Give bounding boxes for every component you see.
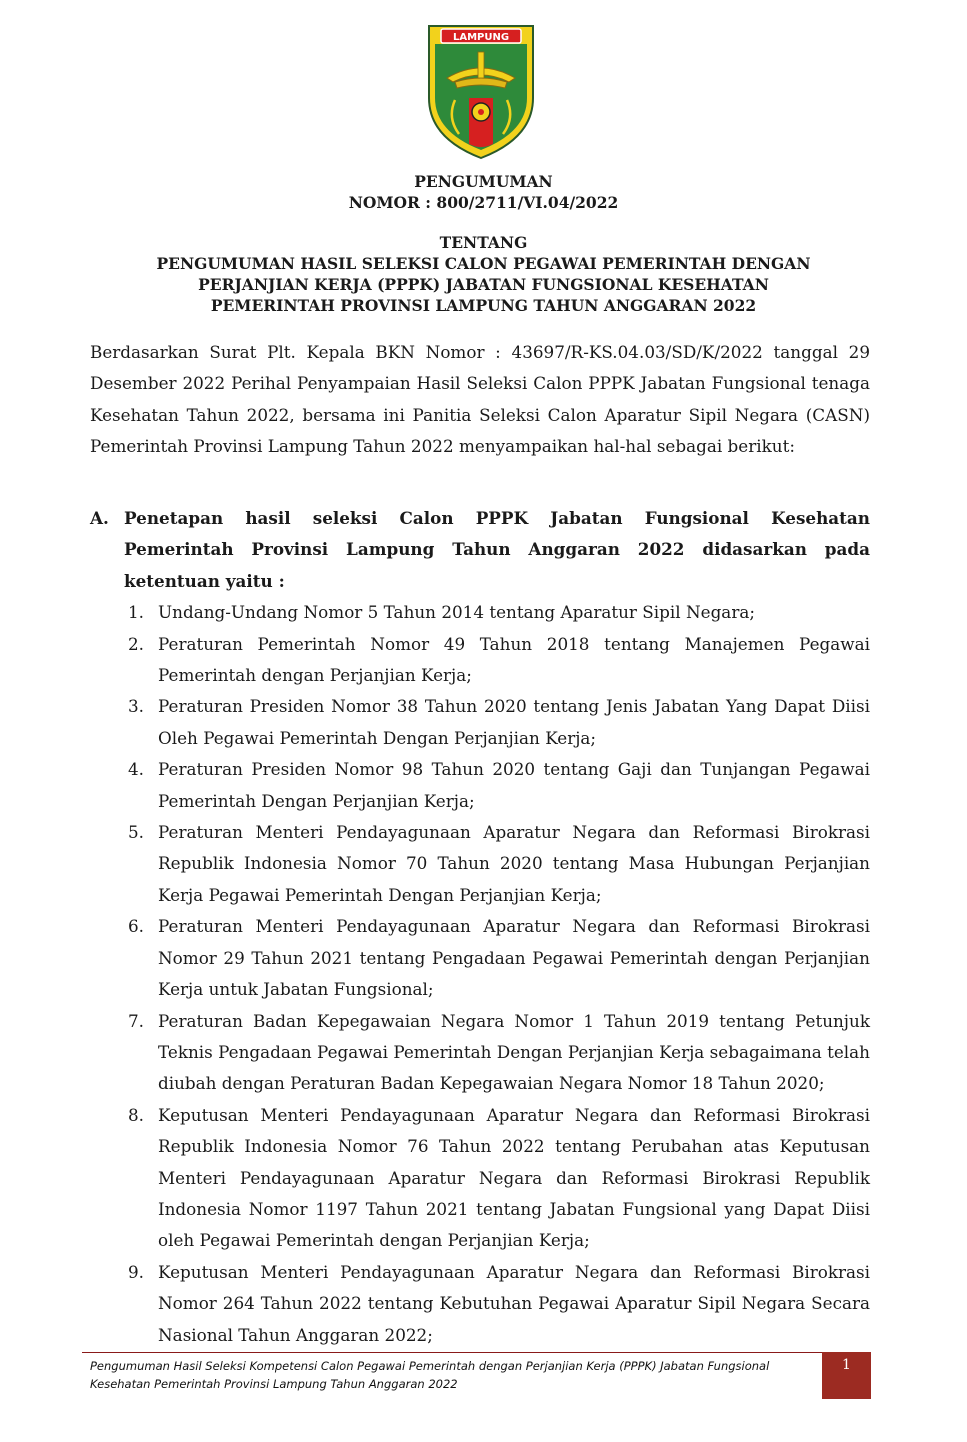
- item-number: 5.: [128, 822, 145, 843]
- announcement-header: [0, 171, 967, 213]
- footer-line-1: Pengumuman Hasil Seleksi Kompetensi Calon Pegawai Pemerintah dengan Perjanjian Kerja (PPPK) Jabatan Fungsional: [90, 1359, 770, 1373]
- list-item: [90, 754, 870, 817]
- item-text: Keputusan Menteri Pendayagunaan Aparatur Negara dan Reformasi Birokrasi Nomor 264 Tahun 2022 tentang Kebutuhan Pegawai Aparatur Sipil Negara Secara Nasional Tahun Anggaran 2022;: [158, 1261, 870, 1345]
- list-item: [90, 1100, 870, 1257]
- about-label: TENTANG: [439, 233, 528, 252]
- list-item: [90, 817, 870, 911]
- list-item: [90, 597, 870, 628]
- item-number: 9.: [128, 1261, 145, 1282]
- item-text: Peraturan Badan Kepegawaian Negara Nomor 1 Tahun 2019 tentang Petunjuk Teknis Pengadaan Pegawai Pemerintah Dengan Perjanjian Kerja sebagaimana telah diubah dengan Peraturan Badan Kepegawaian Negara Nomor 18 Tahun 2020;: [158, 1010, 870, 1094]
- list-item: [90, 911, 870, 1005]
- item-text: Undang-Undang Nomor 5 Tahun 2014 tentang Aparatur Sipil Negara;: [158, 602, 755, 623]
- item-number: 2.: [128, 633, 145, 654]
- intro-paragraph: Berdasarkan Surat Plt. Kepala BKN Nomor : 43697/R-KS.04.03/SD/K/2022 tanggal 29 Desember 2022 Perihal Penyampaian Hasil Seleksi Calon PPPK Jabatan Fungsional tenaga Kesehatan Tahun 2022, bersama ini Panitia Seleksi Calon Aparatur Sipil Negara (CASN) Pemerintah Provinsi Lampung Tahun 2022 menyampaikan hal-hal sebagai berikut:: [90, 342, 870, 457]
- item-number: 6.: [128, 916, 145, 937]
- footer-line-2: Kesehatan Pemerintah Provinsi Lampung Tahun Anggaran 2022: [90, 1377, 458, 1391]
- page-footer: [90, 1357, 810, 1393]
- item-text: Keputusan Menteri Pendayagunaan Aparatur Negara dan Reformasi Birokrasi Republik Indonesia Nomor 76 Tahun 2022 tentang Perubahan atas Keputusan Menteri Pendayagunaan Aparatur Negara dan Reformasi Birokrasi Republik Indonesia Nomor 1197 Tahun 2021 tentang Jabatan Fungsional yang Dapat Diisi oleh Pegawai Pemerintah dengan Perjanjian Kerja;: [158, 1104, 870, 1251]
- list-item: [90, 1006, 870, 1100]
- announcement-number: NOMOR : 800/2711/VI.04/2022: [348, 193, 619, 212]
- announcement-title: PENGUMUMAN: [414, 172, 553, 191]
- list-item: [90, 691, 870, 754]
- subject-line-1: PENGUMUMAN HASIL SELEKSI CALON PEGAWAI PEMERINTAH DENGAN: [156, 254, 811, 273]
- subject-line-2: PERJANJIAN KERJA (PPPK) JABATAN FUNGSIONAL KESEHATAN: [198, 275, 769, 294]
- footer-divider: [82, 1352, 822, 1353]
- regulation-list: [90, 597, 870, 1351]
- item-text: Peraturan Presiden Nomor 38 Tahun 2020 tentang Jenis Jabatan Yang Dapat Diisi Oleh Pegawai Pemerintah Dengan Perjanjian Kerja;: [158, 696, 870, 748]
- item-number: 1.: [128, 602, 145, 623]
- section-a: [90, 503, 870, 1351]
- section-a-heading: [90, 503, 870, 597]
- item-text: Peraturan Menteri Pendayagunaan Aparatur Negara dan Reformasi Birokrasi Nomor 29 Tahun 2021 tentang Pengadaan Pegawai Pemerintah dengan Perjanjian Kerja untuk Jabatan Fungsional;: [158, 916, 870, 1000]
- section-a-title: Penetapan hasil seleksi Calon PPPK Jabatan Fungsional Kesehatan Pemerintah Provinsi Lampung Tahun Anggaran 2022 didasarkan pada ketentuan yaitu :: [124, 508, 870, 591]
- item-text: Peraturan Presiden Nomor 98 Tahun 2020 tentang Gaji dan Tunjangan Pegawai Pemerintah Dengan Perjanjian Kerja;: [158, 759, 870, 811]
- item-number: 7.: [128, 1010, 145, 1031]
- lampung-emblem: [425, 22, 537, 160]
- section-a-letter: A.: [90, 508, 109, 528]
- subject-line-3: PEMERINTAH PROVINSI LAMPUNG TAHUN ANGGARAN 2022: [210, 296, 757, 315]
- page-number: 1: [822, 1352, 871, 1399]
- list-item: [90, 1257, 870, 1351]
- item-number: 3.: [128, 696, 145, 717]
- item-number: 8.: [128, 1104, 145, 1125]
- logo-text: LAMPUNG: [452, 32, 510, 43]
- list-item: [90, 629, 870, 692]
- item-number: 4.: [128, 759, 145, 780]
- item-text: Peraturan Pemerintah Nomor 49 Tahun 2018 tentang Manajemen Pegawai Pemerintah dengan Perjanjian Kerja;: [158, 633, 870, 686]
- item-text: Peraturan Menteri Pendayagunaan Aparatur Negara dan Reformasi Birokrasi Republik Indonesia Nomor 70 Tahun 2020 tentang Masa Hubungan Perjanjian Kerja Pegawai Pemerintah Dengan Perjanjian Kerja;: [158, 822, 870, 905]
- announcement-subject: [0, 232, 967, 316]
